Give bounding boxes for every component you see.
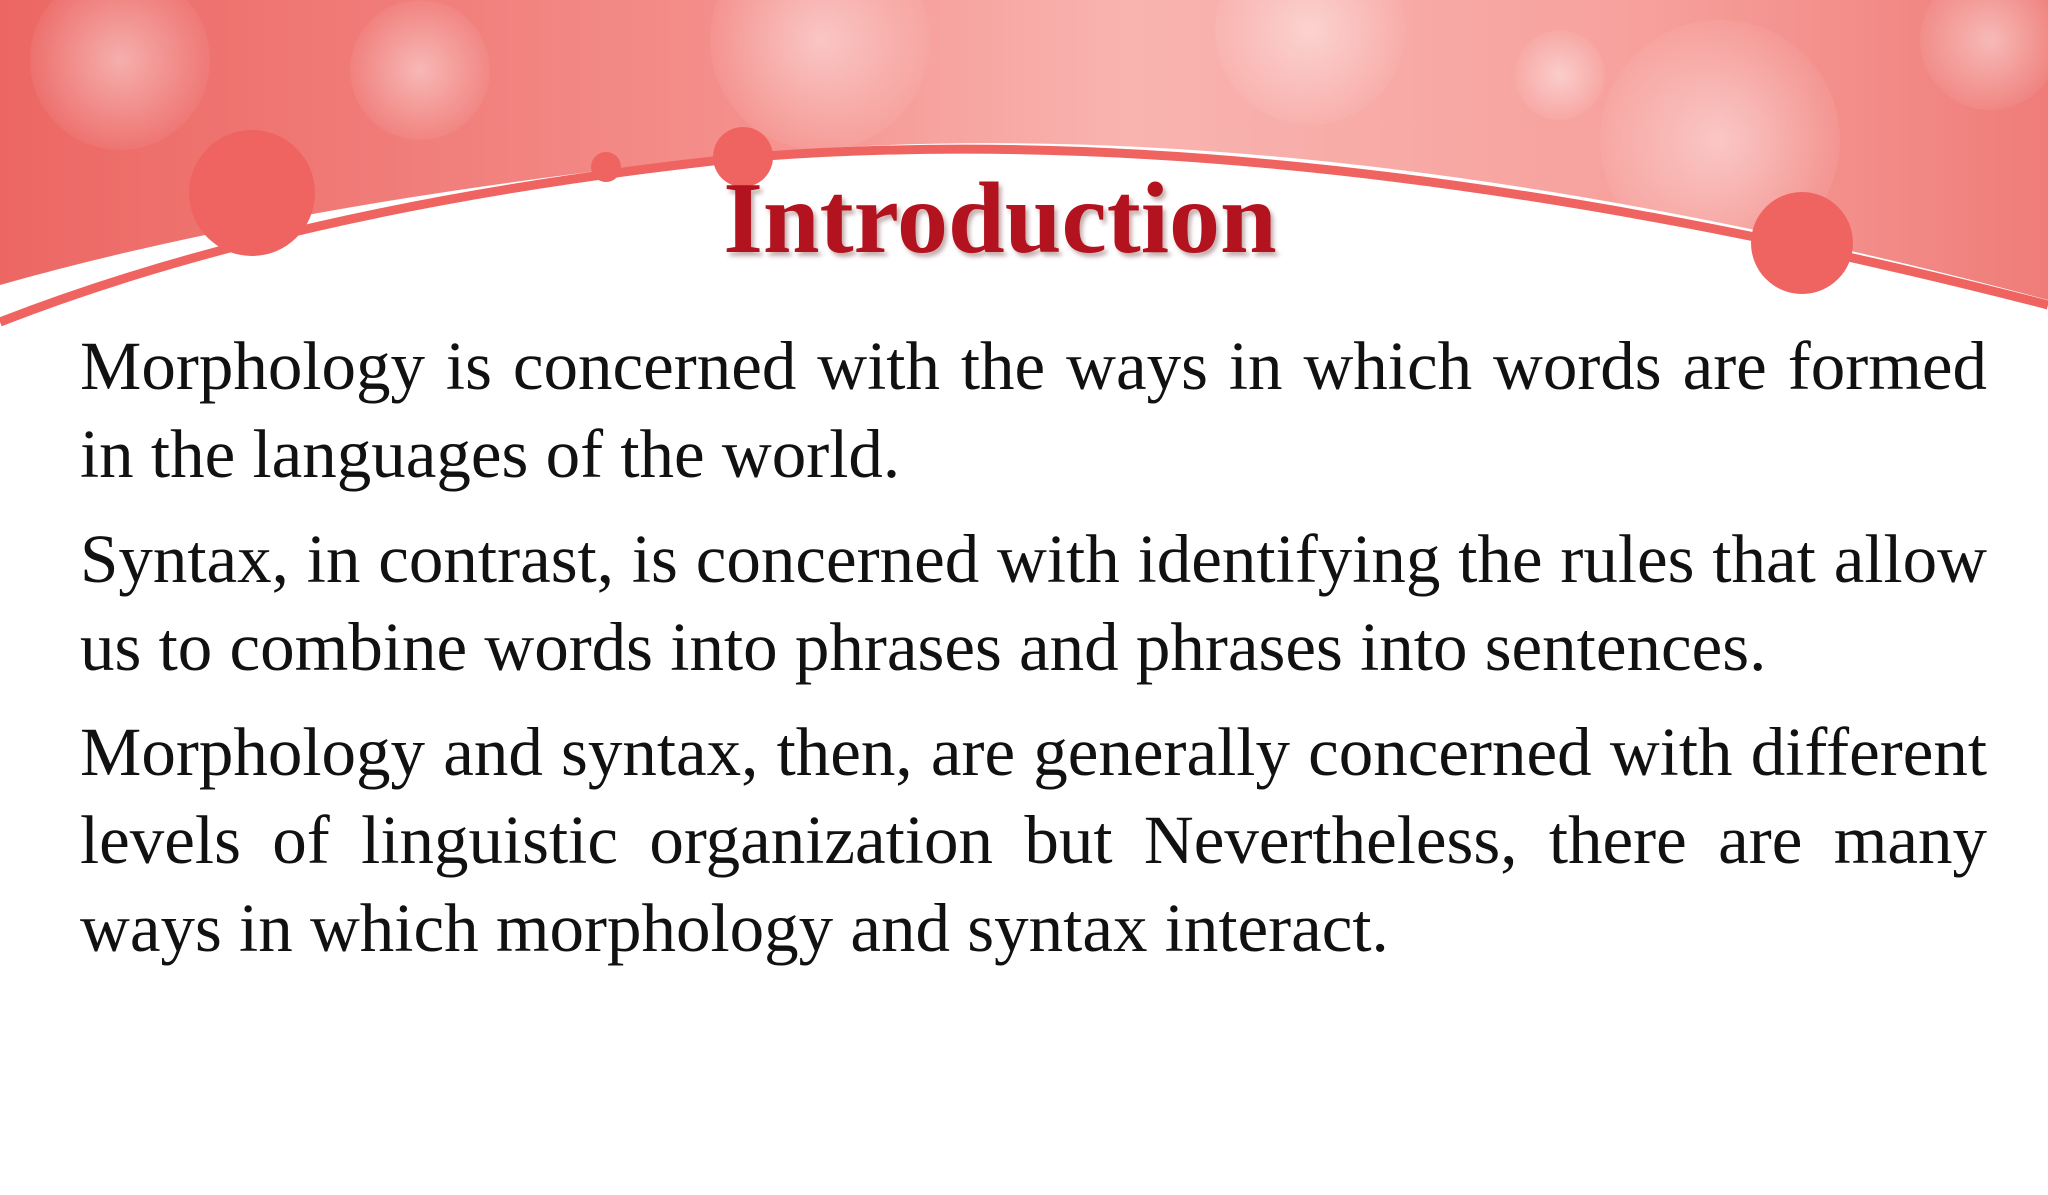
bokeh-circle [1515,30,1605,120]
paragraph-interaction: Morphology and syntax, then, are generally concerned with different levels of linguistic organization but Nevertheless, there are many ways in which morphology and syntax interact. [80,714,1987,966]
bokeh-circle [350,0,490,140]
paragraph-syntax: Syntax, in contrast, is concerned with identifying the rules that allow us to combine words into phrases and phrases into sentences. [80,521,1987,685]
paragraph-morphology: Morphology is concerned with the ways in which words are formed in the languages of the world. [80,328,1987,492]
slide-body [80,322,1987,989]
slide-title: Introduction [723,162,1277,275]
